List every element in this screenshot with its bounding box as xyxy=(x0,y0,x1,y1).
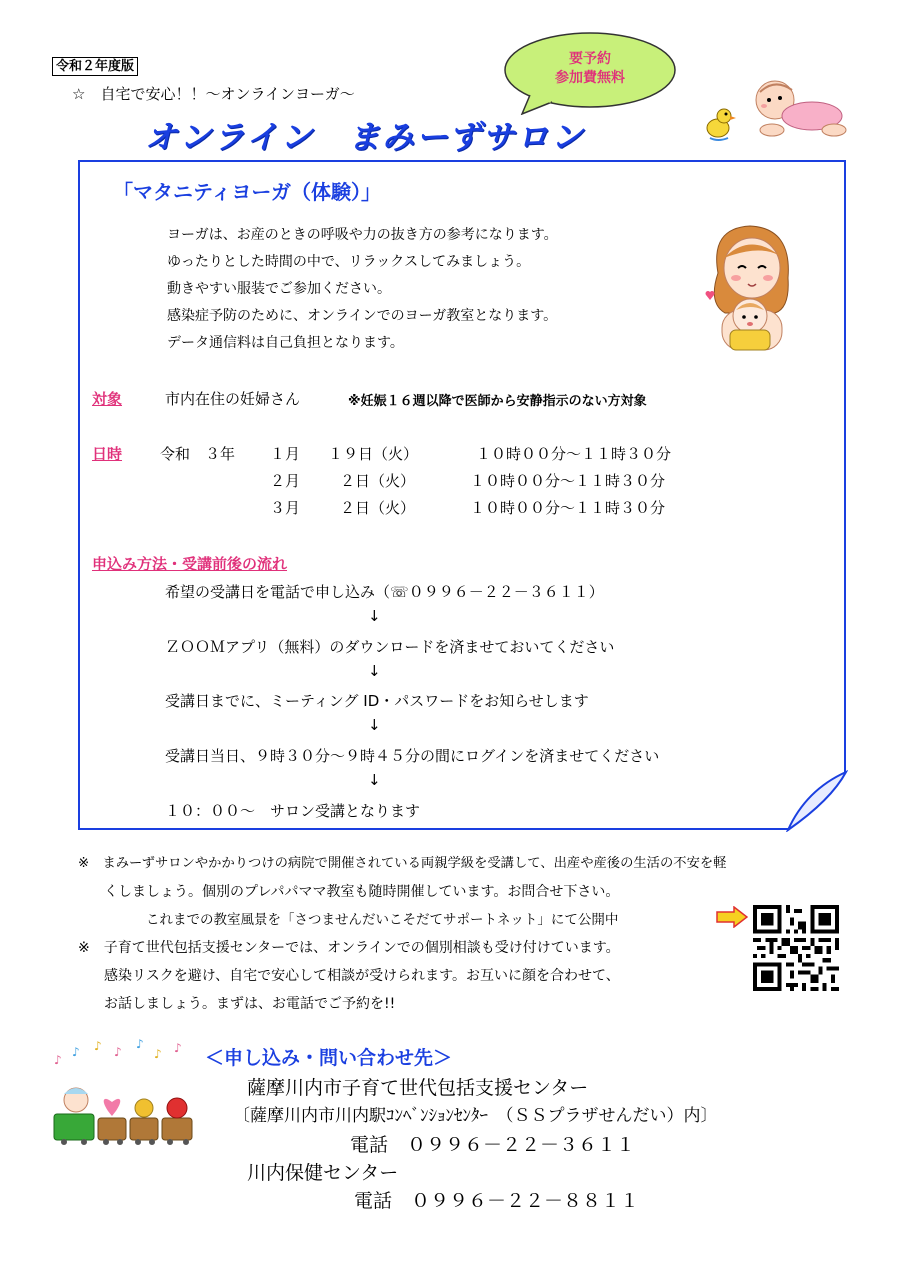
main-title: オンライン まみーずサロン xyxy=(145,118,585,156)
contact-org1-location: 〔薩摩川内市川内駅ｺﾝﾍﾞﾝｼｮﾝｾﾝﾀｰ （ＳＳプラザせんだい）内〕 xyxy=(233,1106,718,1126)
date-day: ２日（火） xyxy=(340,499,416,517)
date-time: １０時００分～１１時３０分 xyxy=(470,499,666,517)
down-arrow-icon: ↓ xyxy=(368,662,381,680)
flow-step: 希望の受講日を電話で申し込み（☏０９９６－２２－３６１１） xyxy=(165,583,604,601)
intro-line: ゆったりとした時間の中で、リラックスしてみましょう。 xyxy=(167,254,531,270)
note-line: ※ まみーずサロンやかかりつけの病院で開催されている両親学級を受講して、出産や産後の生活の不安を軽 xyxy=(78,856,727,871)
target-value: 市内在住の妊婦さん xyxy=(165,390,301,408)
qr-code-icon[interactable] xyxy=(753,905,839,991)
contact-org1: 薩摩川内市子育て世代包括支援センター xyxy=(247,1077,589,1099)
mother-baby-icon xyxy=(700,218,800,353)
svg-text:♪: ♪ xyxy=(136,1037,144,1051)
date-era: 令和 ３年 xyxy=(160,445,236,463)
date-time: １０時００分～１１時３０分 xyxy=(470,472,666,490)
down-arrow-icon: ↓ xyxy=(368,716,381,734)
right-arrow-icon xyxy=(716,906,748,928)
contact-org2: 川内保健センター xyxy=(247,1162,399,1184)
note-line: くしましょう。個別のプレパパママ教室も随時開催しています。お問合せ下さい。 xyxy=(104,884,620,900)
intro-text xyxy=(167,222,558,357)
contact-phone1: 電話 ０９９６－２２－３６１１ xyxy=(350,1134,636,1156)
date-day: ２日（火） xyxy=(340,472,416,490)
date-day: １９日（火） xyxy=(328,445,419,463)
svg-text:♪: ♪ xyxy=(174,1041,182,1055)
svg-text:♪: ♪ xyxy=(114,1045,122,1059)
section-title: 「マタニティヨーガ（体験）」 xyxy=(113,180,381,204)
svg-text:♪: ♪ xyxy=(54,1053,62,1067)
bubble-text xyxy=(500,50,680,88)
date-month: ２月 xyxy=(270,472,301,490)
down-arrow-icon: ↓ xyxy=(368,607,381,625)
intro-line: データ通信料は自己負担となります。 xyxy=(167,335,404,351)
note-line: 感染リスクを避け、自宅で安心して相談が受けられます。お互いに顔を合わせて、 xyxy=(104,968,620,984)
intro-line: 感染症予防のために、オンラインでのヨーガ教室となります。 xyxy=(167,308,558,324)
crawling-baby-icon xyxy=(700,78,850,146)
date-label: 日時 xyxy=(92,445,123,463)
toy-train-icon xyxy=(50,1036,200,1146)
flow-step: １０：００～ サロン受講となります xyxy=(165,802,421,820)
date-month: １月 xyxy=(270,445,301,463)
contact-title: ＜申し込み・問い合わせ先＞ xyxy=(205,1047,453,1069)
note-line: ※ 子育て世代包括支援センターでは、オンラインでの個別相談も受け付けています。 xyxy=(78,940,620,956)
date-month: ３月 xyxy=(270,499,301,517)
contact-phone2: 電話 ０９９６－２２－８８１１ xyxy=(354,1190,640,1212)
flow-label: 申込み方法・受講前後の流れ xyxy=(92,555,288,573)
edition-label: 令和２年度版 xyxy=(52,57,138,76)
subtitle: ☆ 自宅で安心！！～オンラインヨーガ～ xyxy=(72,85,355,103)
bubble-line-reservation: 要予約 xyxy=(569,51,611,67)
intro-line: ヨーガは、お産のときの呼吸や力の抜き方の参考になります。 xyxy=(167,227,558,243)
flow-step: ＺＯＯＭアプリ（無料）のダウンロードを済ませておいてください xyxy=(165,638,615,656)
intro-line: 動きやすい服装でご参加ください。 xyxy=(167,281,391,297)
target-label: 対象 xyxy=(92,390,123,408)
svg-text:♪: ♪ xyxy=(94,1039,102,1053)
flow-step: 受講日までに、ミーティング ID・パスワードをお知らせします xyxy=(165,692,589,710)
svg-text:♪: ♪ xyxy=(72,1045,80,1059)
notes xyxy=(78,850,868,1018)
svg-text:♪: ♪ xyxy=(154,1047,162,1061)
note-line: お話しましょう。まずは、お電話でご予約を!! xyxy=(104,996,396,1012)
date-time: １０時００分～１１時３０分 xyxy=(476,445,672,463)
down-arrow-icon: ↓ xyxy=(368,771,381,789)
target-note: ※妊娠１６週以降で医師から安静指示のない方対象 xyxy=(348,394,647,409)
note-line: これまでの教室風景を「さつませんだいこそだてサポートネット」にて公開中 xyxy=(146,912,619,928)
page-curl-icon xyxy=(786,770,848,832)
bubble-line-free: 参加費無料 xyxy=(555,70,625,86)
flow-step: 受講日当日、９時３０分～９時４５分の間にログインを済ませてください xyxy=(165,747,660,765)
